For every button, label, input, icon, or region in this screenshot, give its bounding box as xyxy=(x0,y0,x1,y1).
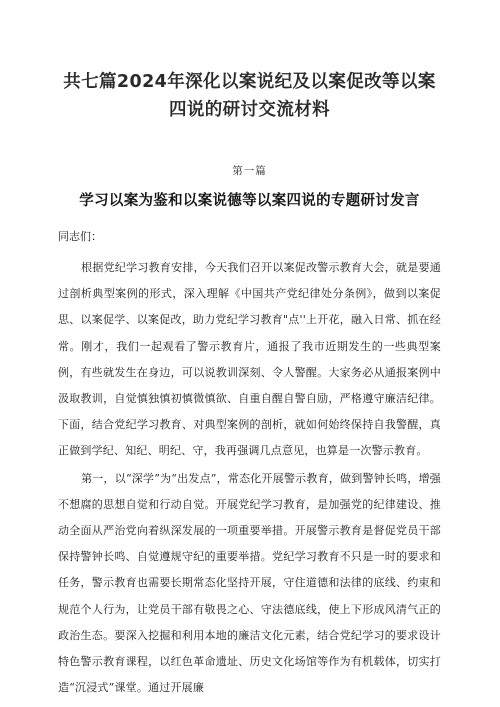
document-title: 共七篇2024年深化以案说纪及以案促改等以案四说的研讨交流材料 xyxy=(63,72,436,120)
section-label: 第一篇 xyxy=(232,165,267,177)
body-paragraph: 根据党纪学习教育安排，今天我们召开以案促改警示教育大会，就是要通过剖析典型案例的形式，深入理解《中国共产党纪律处分条例》，做到以案促思、以案促学、以案促改，助力党纪学习教育"点''上开花，融入日常、抓在经常。刚才，我们一起观看了警示教育片，通报了我市近期发生的一些典型案例，有些就发生在身边，可以说教训深刻、令人警醒。大家务必从通报案例中汲取教训，自觉慎独慎初慎微慎欲、自重自醒自警自励，严格遵守廉洁纪律。下面，结合党纪学习教育、对典型案例的剖析，就如何始终保持自我警醒，真正做到学纪、知纪、明纪、守，我再强调几点意见，也算是一次警示教育。 xyxy=(58,261,441,458)
salutation: 同志们： xyxy=(58,230,102,243)
section-title: 学习以案为鉴和以案说德等以案四说的专题研讨发言 xyxy=(79,193,420,209)
body-paragraph: 第一，以“深学”为“出发点”，常态化开展警示教育，做到警钟长鸣，增强不想腐的思想自觉和行动自觉。开展党纪学习教育，是加强党的纪律建设、推动全面从严治党向着纵深发展的一项重要举措。开展警示教育是督促党员干部保持警钟长鸣、自觉遵规守纪的重要举措。党纪学习教育不只是一时的要求和任务，警示教育也需要长期常态化坚持开展，守住道德和法律的底线、约束和规范个人行为，让党员干部有敬畏之心、守法德底线，使上下形成风清气正的政治生态。要深入挖掘和利用本地的廉洁文化元素，结合党纪学习的要求设计特色警示教育课程，以红色革命遗址、历史文化场馆等作为有机载体，切实打造“沉浸式”课堂。通过开展廉 xyxy=(58,471,441,695)
